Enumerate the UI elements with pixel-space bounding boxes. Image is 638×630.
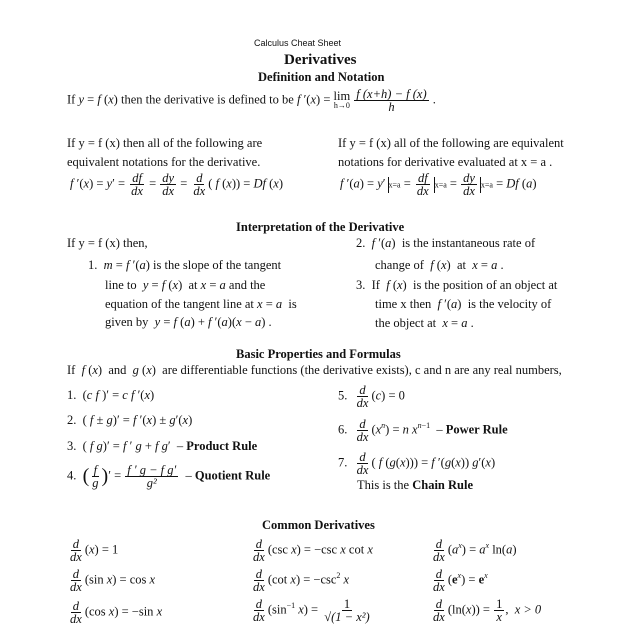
interp-item1-line2: line to y = f (x) at x = a and the xyxy=(105,278,266,292)
deriv-csc: $\frac{d}{dx}$ (csc x) = −csc x cot x xyxy=(253,537,373,564)
property-6: 6. $\frac{d}{dx}$ $(x^n) = n$ $x^{n-1}$ – Power Rule xyxy=(338,417,508,444)
section-title: Derivatives xyxy=(284,52,357,68)
interp-item3-line1: 3. If f (x) is the position of an object at xyxy=(356,278,558,292)
property-4: 4. ( $\frac{f}{g}$ )′ = $\frac{\text{f ′ g − f g′}}{\text{g²}}$ – Quotient Rule xyxy=(67,463,271,490)
notation-right-formula: f ′(a) = y′ x=a = $\frac{df}{dx}$ x=a = $\frac{dy}{dx}$ x=a = Df (a) xyxy=(340,171,537,198)
property-1: 1. (c f )′ = c f ′(x) xyxy=(67,388,155,402)
interpretation-title: Interpretation of the Derivative xyxy=(236,220,405,234)
limit: lim h→0 xyxy=(333,88,351,110)
property-2: 2. ( f ± g)′ = f ′(x) ± g′(x) xyxy=(67,413,193,427)
notation-left-line2: equivalent notations for the derivative. xyxy=(67,155,261,169)
notation-right-line1: If y = f (x) all of the following are equivalent xyxy=(338,136,564,150)
notation-right-line2: notations for derivative evaluated at x = a . xyxy=(338,155,553,169)
interp-item2-line1: 2. f ′(a) is the instantaneous rate of xyxy=(356,236,536,250)
interp-item3-line3: the object at x = a . xyxy=(375,316,474,330)
deriv-ex: $\frac{d}{dx}$ $(e^x) = e^x$ xyxy=(433,567,488,594)
common-title: Common Derivatives xyxy=(262,518,375,532)
property-7: 7. $\frac{d}{dx}$ ( f (g(x))) = f ′(g(x)) g′(x) xyxy=(338,450,496,477)
deriv-arcsin: $\frac{d}{dx}$ ($\sin^{-1}$ x) = $\frac{1}{\text{√(1 − x²)}}$ xyxy=(253,597,370,624)
interp-item3-line2: time x then f ′(a) is the velocity of xyxy=(375,297,552,311)
notation-left-formula: f ′(x) = y′ = $\frac{df}{dx}$ = $\frac{dy}{dx}$ = $\frac{d}{dx}$ ( f (x)) = Df (x) xyxy=(70,171,284,198)
product-rule-label: Product Rule xyxy=(186,439,258,453)
interp-item1-line1: 1. m = f ′(a) is the slope of the tangent xyxy=(88,258,282,272)
chain-rule-note: This is the Chain Rule xyxy=(357,478,473,492)
quotient-rule-label: Quotient Rule xyxy=(194,468,271,483)
subsection-title: Definition and Notation xyxy=(258,70,385,84)
property-5: 5. $\frac{d}{dx}$ (c) = 0 xyxy=(338,383,405,410)
interp-item2-line2: change of f (x) at x = a . xyxy=(375,258,504,272)
notation-left-line1: If y = f (x) then all of the following are xyxy=(67,136,263,150)
document-title: Calculus Cheat Sheet xyxy=(254,38,342,48)
properties-intro: If f (x) and g (x) are differentiable functions (the derivative exists), c and n are any real numbers, xyxy=(67,363,562,377)
chain-rule-label: Chain Rule xyxy=(412,478,473,492)
interp-item1-line3: equation of the tangent line at x = a is xyxy=(105,297,297,311)
difference-quotient: $\frac{f (x+h) - f (x)}{h}$ xyxy=(356,87,427,114)
deriv-sin: $\frac{d}{dx}$ (sin x) = cos x xyxy=(70,567,156,594)
power-rule-label: Power Rule xyxy=(445,422,508,437)
properties-title: Basic Properties and Formulas xyxy=(236,347,401,361)
interp-item1-line4: given by y = f (a) + f ′(a)(x − a) . xyxy=(105,315,272,329)
deriv-cot: $\frac{d}{dx}$ (cot $x) = -\csc^2$ x xyxy=(253,567,350,594)
interpretation-intro: If y = f (x) then, xyxy=(67,236,148,250)
deriv-cos: $\frac{d}{dx}$ (cos x) = −sin x xyxy=(70,599,163,626)
deriv-ax: $\frac{d}{dx}$ $(a^x) = a^x$ ln(a) xyxy=(433,537,517,564)
property-3: 3. ( f g)′ = f ′ g + f g′ – Product Rule xyxy=(67,439,258,453)
deriv-ln: $\frac{d}{dx}$ (ln(x)) = $\frac{1}{x}$ , x > 0 xyxy=(433,597,542,624)
deriv-x: $\frac{d}{dx}$ (x) = 1 xyxy=(70,537,119,564)
definition-line: If y = f (x) then the derivative is defined to be f ′(x) = lim h→0 $\frac{f (x+h) - f (x)}{h}$ . xyxy=(67,87,436,114)
